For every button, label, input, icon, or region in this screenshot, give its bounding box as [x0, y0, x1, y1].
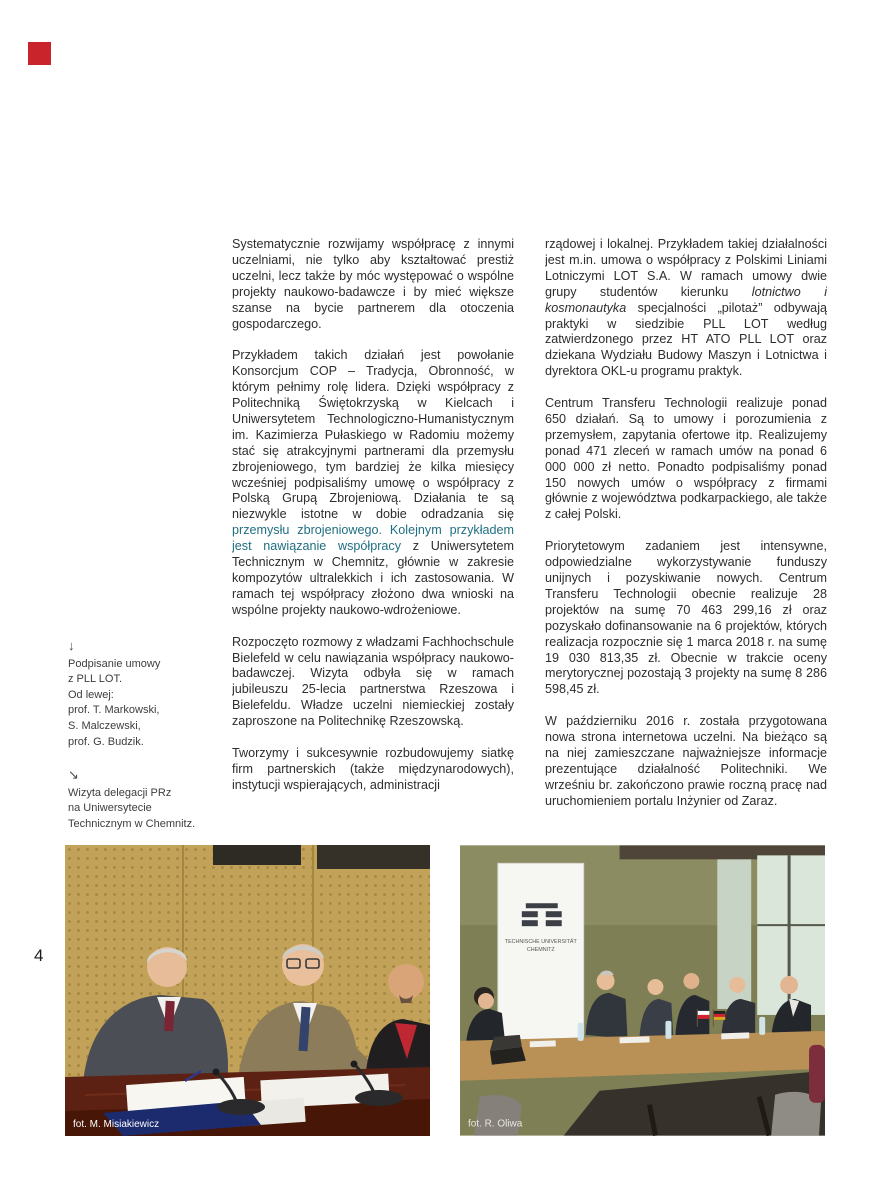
page-number: 4 [34, 946, 44, 965]
body-text: z Uniwersytetem Technicznym w Chemnitz, głównie w zakresie kompozytów ultralekkich i ich zastosowania. W ramach tej współpracy złożono dwa wnioski na wspólne projekty naukowo-wdrożeniowe. [232, 539, 514, 617]
paragraph [545, 396, 827, 523]
body-text: Centrum Transferu Technologii realizuje ponad 650 działań. Są to umowy i porozumienia z przemysłem, zapytania ofertowe itp. Realizujemy ponad 471 zleceń w ramach umów na ponad 6 000 000 zł netto. Ponadto podpisaliśmy ponad 150 nowych umów o współpracy z firmami głównie z województwa podkarpackiego, ale także z całej Polski. [545, 396, 827, 522]
note-line: na Uniwersytecie [68, 802, 152, 815]
banner-text-line2: CHEMNITZ [526, 947, 555, 954]
highlighted-text: przemysłu zbrojeniowego. Kolejnym przykładem jest nawiązanie współpracy [232, 523, 514, 554]
body-text: Tworzymy i sukcesywnie rozbudowujemy siatkę firm partnerskich (także międzynarodowych), instytucji wspierających, administracji [232, 745, 514, 792]
body-text: rządowej i lokalnej. Przykładem takiej działalności jest m.in. umowa o współpracy z Polskimi Liniami Lotniczymi LOT S.A. W ramach umowy dwie grupy studentów kierunku [545, 237, 827, 299]
paragraph [545, 237, 827, 380]
photo-caption-note [68, 638, 223, 750]
arrow-icon: ↘ [68, 767, 79, 783]
paragraph [232, 348, 514, 618]
arrow-icon: ↓ [68, 638, 75, 653]
paragraph [545, 539, 827, 698]
picture-frame [317, 845, 430, 869]
body-text: W październiku 2016 r. została przygotowana nowa strona internetowa uczelni. Na bieżąco są na niej zamieszczane najważniejsze informacje prezentujące działalność Politechniki. We wrześniu br. zakończono prawie roczną pracę nad uruchomieniem portalu Inżynier od Zaraz. [545, 714, 827, 808]
body-text: Rozpoczęto rozmowy z władzami Fachhochschule Bielefeld w celu nawiązania współpracy naukowo-badawczej. Wizyta odbyła się w ramach jubileuszu 25-lecia partnerstwa Rzeszowa i Bielefeldu. Władze uczelni niemieckiej zostały zaproszone na Politechnikę Rzeszowską. [232, 634, 514, 729]
accent-square [28, 42, 51, 65]
paragraph [545, 714, 827, 809]
banner-text-line1: TECHNISCHE UNIVERSITÄT [504, 939, 577, 946]
paragraph [232, 746, 514, 794]
chemnitz-meeting-illustration [460, 845, 825, 1136]
note-line: Technicznym w Chemnitz. [68, 817, 196, 830]
paragraph [232, 635, 514, 730]
note-line: prof. T. Markowski, [68, 704, 160, 717]
banner-tu-chemnitz [498, 863, 584, 1052]
photo-chemnitz-meeting [460, 845, 825, 1136]
note-line: Wizyta delegacji PRz [68, 786, 172, 799]
photo-signing-ceremony [65, 845, 430, 1136]
photo-caption-note [68, 767, 223, 832]
photo-credit: fot. M. Misiakiewicz [73, 1119, 160, 1130]
note-line: Od lewej: [68, 688, 114, 701]
body-text: Przykładem takich działań jest powołanie Konsorcjum COP – Tradycja, Obronność, w którym pełnimy rolę lidera. Dzięki współpracy z Politechniką Świętokrzyską w Kielcach i Uniwersytetem Technologiczno-Humanistycznym im. Kazimierza Pułaskiego w Radomiu możemy stać się atrakcyjnymi partnerami dla przemysłu zbrojeniowego, tym bardziej że kilka miesięcy wcześniej podpisaliśmy umowę o współpracy z Polską Grupą Zbrojeniową. Działania te są niezwykle istotne w dobie odradzania się [232, 348, 514, 522]
note-line: Podpisanie umowy [68, 657, 161, 670]
paragraph [232, 237, 514, 332]
photo-credit: fot. R. Oliwa [467, 1118, 523, 1130]
chair [809, 1045, 825, 1103]
note-line: prof. G. Budzik. [68, 735, 144, 748]
signing-ceremony-illustration [65, 845, 430, 1136]
laptop-icon [490, 1035, 526, 1065]
body-text: Priorytetowym zadaniem jest intensywne, odpowiedzialne wykorzystywanie funduszy unijnych i pozyskiwanie nowych. Centrum Transferu Technologii obecnie realizuje 28 projektów na sumę 70 463 299,16 zł oraz pozyskało dofinansowanie na 6 projektów, których realizacja rozpocznie się 1 marca 2018 r. na sumę 19 030 813,35 zł. Obecnie w trakcie oceny merytorycznej pozostają 3 projekty na sumę 8 286 598,45 zł. [545, 539, 827, 697]
text-column-2 [545, 237, 827, 837]
text-column-1 [232, 237, 514, 837]
margin-notes [68, 638, 223, 850]
italic-text: lotnictwo i kosmonautyka [545, 284, 827, 315]
note-line: z PLL LOT. [68, 673, 123, 686]
building-icon [522, 903, 562, 927]
picture-frame [213, 845, 301, 865]
body-text: Systematycznie rozwijamy współpracę z innymi uczelniami, nie tylko aby kształtować prestiż uczelni, lecz także by móc występować o wspólne projekty naukowo-badawcze i by mieć większe szanse na bycie partnerem dla otoczenia gospodarczego. [232, 237, 514, 331]
note-line: S. Malczewski, [68, 719, 141, 732]
body-text: specjalności „pilotaż” odbywają praktyki w siedzibie PLL LOT według zatwierdzonego przez HT ATO PLL LOT oraz dziekana Wydziału Budowy Maszyn i Lotnictwa i dyrektora OKL-u programu praktyk. [545, 300, 827, 379]
